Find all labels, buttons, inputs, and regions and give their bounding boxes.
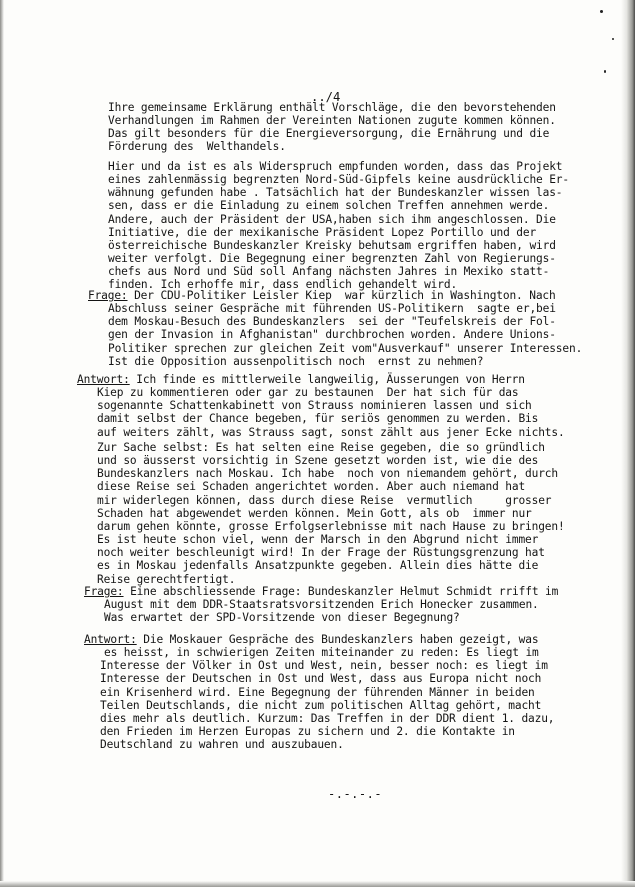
text-line: wähnung gefunden habe . Tatsächlich hat der Bundeskanzler wissen las- xyxy=(108,186,563,200)
text-line: Abschluss seiner Gespräche mit führenden US-Politikern sagte er,bei xyxy=(108,302,556,316)
paragraph-moskau xyxy=(97,441,565,586)
answer-honecker xyxy=(84,633,554,751)
text-line: weiter verfolgt. Die Begegnung einer begrenzten Zahl von Regierungs- xyxy=(108,252,556,266)
text-line: Förderung des Welthandels. xyxy=(108,140,286,154)
text-line: auf weiters zählt, was Strauss sagt, sonst zählt aus jener Ecke nichts. xyxy=(97,425,565,439)
text-line: Zur Sache selbst: Es hat selten eine Reise gegeben, die so gründlich xyxy=(97,441,545,454)
scan-edge-left xyxy=(0,0,4,887)
text-line: Hier und da ist es als Widerspruch empfunden worden, dass das Projekt xyxy=(108,160,563,173)
text-line: es in Moskau jedenfalls Ansatzpunkte gegeben. Allein dies hätte die xyxy=(97,559,539,573)
text-line: Es ist heute schon viel, wenn der Marsch in den Abgrund nicht immer xyxy=(97,533,539,547)
text-line: Deutschland zu wahren und auszubauen. xyxy=(100,738,344,752)
text-line: Ist die Opposition aussenpolitisch noch ernst zu nehmen? xyxy=(108,354,484,368)
question-honecker xyxy=(84,585,558,624)
text-line: Interesse der Völker in Ost und West, nein, besser noch: es liegt im xyxy=(100,659,548,673)
page-number: ../4 xyxy=(311,90,341,104)
text-line: Verhandlungen im Rahmen der Vereinten Nationen zugute kommen können. xyxy=(108,114,556,128)
text-line: mir widerlegen können, dass durch diese Reise vermutlich grosser xyxy=(97,493,552,507)
scan-speck xyxy=(612,38,614,40)
text-line: Das gilt besonders für die Energieversorgung, die Ernährung und die xyxy=(108,127,550,141)
text-line: Andere, auch der Präsident der USA,haben sich ihm angeschlossen. Die xyxy=(108,212,556,226)
text-line: dies mehr als deutlich. Kurzum: Das Treffen in der DDR dient 1. dazu, xyxy=(100,711,555,725)
question-label: Frage: xyxy=(88,289,128,302)
text-line: sen, dass er die Einladung zu einem solchen Treffen annehmen werde. xyxy=(108,199,550,213)
text-line: Eine abschliessende Frage: Bundeskanzler Helmut Schmidt rrifft im xyxy=(123,585,559,598)
scan-edge-right xyxy=(621,0,635,887)
text-line: österreichische Bundeskanzler Kreisky behutsam ergriffen haben, wird xyxy=(108,238,556,252)
scan-speck xyxy=(600,10,603,13)
text-line: Ihre gemeinsame Erklärung enthält Vorschläge, die den bevorstehenden xyxy=(108,101,556,114)
text-line: Interesse der Deutschen in Ost und West, dass aus Europa nicht noch xyxy=(100,672,542,686)
text-line: Kiep zu kommentieren oder gar zu bestaunen Der hat sich für das xyxy=(97,386,519,400)
text-line: noch weiter beschleunigt wird! In der Frage der Rüstungsgrenzung hat xyxy=(97,546,545,560)
scan-speck xyxy=(604,70,606,73)
question-kiep xyxy=(88,289,582,368)
text-line: Schaden hat abgewendet werden können. Mein Gott, als ob immer nur xyxy=(97,506,532,520)
answer-label: Antwort: xyxy=(84,633,137,646)
answer-kiep xyxy=(77,373,565,439)
text-line: Der CDU-Politiker Leisler Kiep war kürzlich in Washington. Nach xyxy=(127,289,556,302)
paragraph-intro xyxy=(108,101,556,154)
text-line: Initiative, die der mexikanische Präsident Lopez Portillo und der xyxy=(108,225,537,239)
text-line: es heisst, in schwierigen Zeiten miteinander zu reden: Es liegt im xyxy=(104,646,539,660)
text-line: gen der Invasion in Afghanistan" durchbrochen worden. Andere Unions- xyxy=(108,328,556,342)
text-line: und so äusserst vorsichtig in Szene gesetzt worden ist, wie die des xyxy=(97,454,539,468)
text-line: diese Reise sei Schaden angerichtet worden. Aber auch niemand hat xyxy=(97,480,526,494)
text-line: Reise gerechtfertigt. xyxy=(97,572,236,586)
text-line: dem Moskau-Besuch des Bundeskanzlers sei der "Teufelskreis der Fol- xyxy=(108,315,556,329)
text-line: Die Moskauer Gespräche des Bundeskanzlers haben gezeigt, was xyxy=(136,633,539,646)
answer-label: Antwort: xyxy=(77,373,130,386)
text-line: Bundeskanzlers nach Moskau. Ich habe noch von niemandem gehört, durch xyxy=(97,467,558,481)
text-line: August mit dem DDR-Staatsratsvorsitzenden Erich Honecker zusammen. xyxy=(104,598,539,612)
text-line: damit selbst der Chance begeben, für seriös genommen zu werden. Bis xyxy=(97,412,539,426)
paragraph-nord-sued xyxy=(108,160,569,292)
text-line: sogenannte Schattenkabinett von Strauss nominieren lassen und sich xyxy=(97,399,532,413)
scan-edge-bottom xyxy=(0,881,635,887)
closing-mark: -.-.-.- xyxy=(328,787,383,801)
question-label: Frage: xyxy=(84,585,124,598)
text-line: Teilen Deutschlands, die nicht zum politischen Alltag gehört, macht xyxy=(100,698,542,712)
text-line: den Frieden im Herzen Europas zu sichern und 2. die Kontakte in xyxy=(100,725,515,739)
text-line: chefs aus Nord und Süd soll Anfang nächsten Jahres in Mexiko statt- xyxy=(108,265,550,279)
text-line: Was erwartet der SPD-Vorsitzende von dieser Begegnung? xyxy=(104,611,460,625)
text-line: ein Krisenherd wird. Eine Begegnung der führenden Männer in beiden xyxy=(100,685,535,699)
text-line: darum gehen könnte, grosse Erfolgserlebnisse mit nach Hause zu bringen! xyxy=(97,519,565,533)
text-line: Ich finde es mittlerweile langweilig, Äusserungen von Herrn xyxy=(129,373,525,386)
text-line: eines zahlenmässig begrenzten Nord-Süd-Gipfels keine ausdrückliche Er- xyxy=(108,173,569,187)
text-line: finden. Ich erhoffe mir, dass endlich gehandelt wird. xyxy=(108,278,458,292)
text-line: Politiker sprechen zur gleichen Zeit vom"Ausverkauf" unserer Interessen. xyxy=(108,341,583,355)
